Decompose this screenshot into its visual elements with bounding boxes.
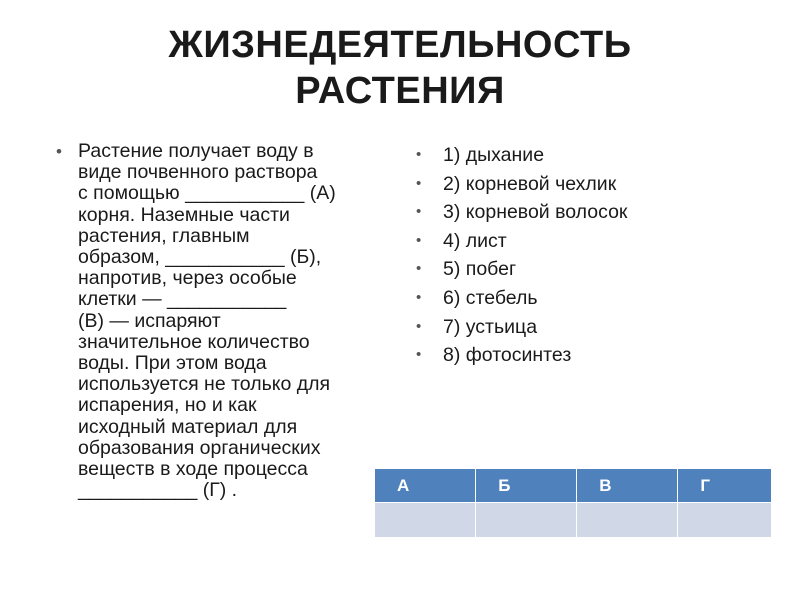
option-label: 4) лист <box>443 229 507 252</box>
option-item <box>416 141 736 170</box>
answer-header-v: В <box>577 469 678 503</box>
option-label: 8) фотосинтез <box>443 344 572 367</box>
passage-line: испарения, но и как <box>78 394 257 417</box>
answer-cell-a[interactable] <box>375 503 476 538</box>
option-label: 5) побег <box>443 258 517 281</box>
option-item <box>416 198 736 227</box>
answer-table-header-row <box>375 469 772 503</box>
passage-line: используется не только для <box>78 373 331 396</box>
bullet-icon: • <box>416 317 422 335</box>
passage-line: воды. При этом вода <box>78 352 267 375</box>
answer-cell-b[interactable] <box>476 503 577 538</box>
option-label: 3) корневой волосок <box>443 201 628 224</box>
option-item <box>416 341 736 370</box>
passage-text <box>78 141 386 501</box>
bullet-icon: • <box>416 260 422 278</box>
answer-cell-g[interactable] <box>678 503 772 538</box>
passage-line: с помощью ___________ (А) <box>78 182 336 205</box>
option-item <box>416 170 736 199</box>
passage-line: исходный материал для <box>78 415 298 438</box>
passage-line: напротив, через особые <box>78 267 297 290</box>
passage-column <box>56 141 386 501</box>
passage-line: виде почвенного раствора <box>78 161 318 184</box>
option-label: 6) стебель <box>443 286 538 309</box>
option-item <box>416 313 736 342</box>
passage-line: клетки — ___________ <box>78 288 287 311</box>
answer-header-b: Б <box>476 469 577 503</box>
passage-line: Растение получает воду в <box>78 140 314 162</box>
bullet-icon: • <box>416 346 422 364</box>
bullet-icon: • <box>416 231 422 249</box>
bullet-icon: • <box>416 288 422 306</box>
page-title <box>0 22 800 114</box>
passage-bullet <box>56 141 386 501</box>
bullet-icon: • <box>416 146 422 163</box>
passage-line: образом, ___________ (Б), <box>78 246 322 269</box>
option-label: 2) корневой чехлик <box>443 172 617 195</box>
bullet-icon: • <box>416 174 422 192</box>
passage-line: корня. Наземные части <box>78 203 290 226</box>
options-list <box>416 141 736 370</box>
answer-header-a: А <box>375 469 476 503</box>
title-line-1: ЖИЗНЕДЕЯТЕЛЬНОСТЬ <box>168 24 632 66</box>
answer-table <box>374 468 772 538</box>
option-item <box>416 284 736 313</box>
bullet-icon: • <box>416 203 422 221</box>
passage-line: веществ в ходе процесса <box>78 458 308 481</box>
answer-cell-v[interactable] <box>577 503 678 538</box>
passage-line: ___________ (Г) . <box>78 479 238 502</box>
option-label: 7) устьица <box>443 315 538 338</box>
title-line-2: РАСТЕНИЯ <box>295 70 505 112</box>
answer-table-row <box>375 503 772 538</box>
passage-line: (В) — испаряют <box>78 309 221 332</box>
answer-header-g: Г <box>678 469 772 503</box>
option-label: 1) дыхание <box>443 144 545 166</box>
passage-line: значительное количество <box>78 330 310 353</box>
bullet-icon: • <box>56 142 62 161</box>
passage-line: растения, главным <box>78 224 250 247</box>
option-item <box>416 255 736 284</box>
passage-line: образования органических <box>78 436 321 459</box>
option-item <box>416 227 736 256</box>
